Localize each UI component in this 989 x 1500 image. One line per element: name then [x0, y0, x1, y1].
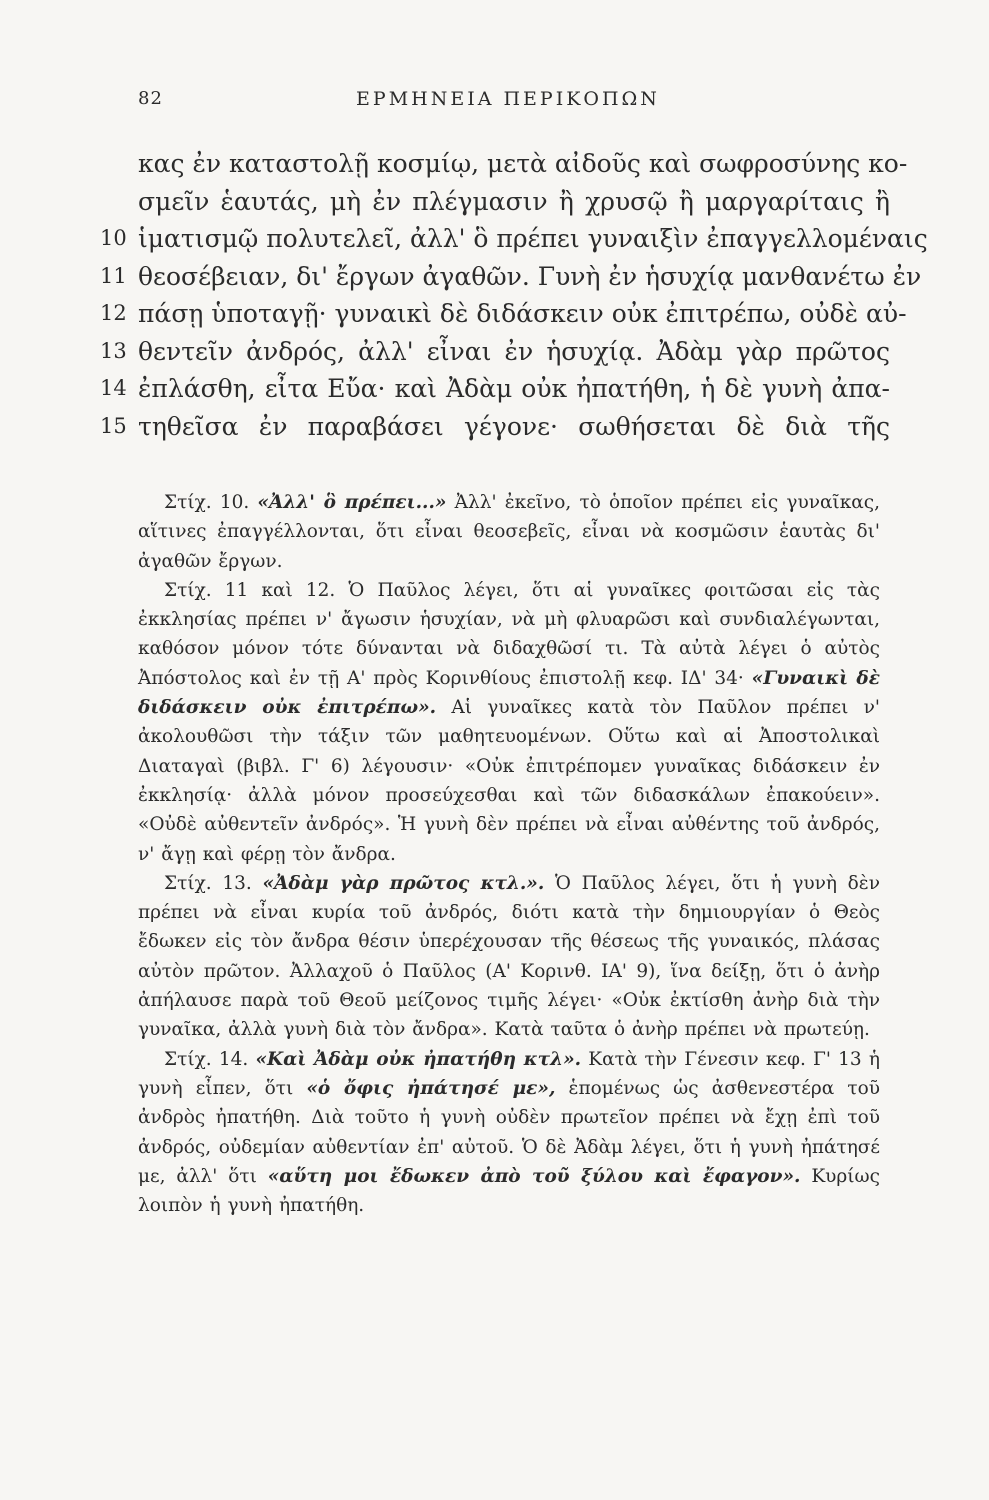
commentary-paragraph	[138, 488, 880, 576]
verse-reference: Στίχ. 14.	[164, 1048, 249, 1070]
commentary-text: Αἱ γυναῖκες κατὰ τὸν Παῦλον πρέπει ν' ἀκολουθῶσι τὴν τάξιν τῶν μαθητευομένων. Οὕτω καὶ αἱ Ἀποστολικαὶ Διαταγαὶ (βιβλ. Γ' 6) λέγουσιν· «Οὐκ ἐπιτρέπομεν γυναῖκας διδάσκειν ἐν ἐκκλησίᾳ· ἀλλὰ μόνον προσεύχεσθαι καὶ τῶν διδασκάλων ἐπακούειν». «Οὐδὲ αὐθεντεῖν ἀνδρός». Ἡ γυνὴ δὲν πρέπει νὰ εἶναι αὐθέντης τοῦ ἀνδρός, ν' ἄγῃ καὶ φέρῃ τὸν ἄνδρα.	[138, 697, 880, 865]
verse-line	[100, 333, 890, 371]
commentary-text: Στίχ. 11 καὶ 12. Ὁ Παῦλος λέγει, ὅτι αἱ γυναῖκες φοιτῶσαι εἰς τὰς ἐκκλησίας πρέπει ν' ἄγωσιν ἡσυχίαν, νὰ μὴ φλυαρῶσι καὶ συνδιαλέγωνται, καθόσον μόνον τότε δύνανται νὰ διδαχθῶσί τι. Τὰ αὐτὰ λέγει ὁ αὐτὸς Ἀπόστολος καὶ ἐν τῇ Α' πρὸς Κορινθίους ἐπιστολῇ κεφ. ΙΔ' 34·	[138, 579, 880, 689]
commentary-text: Κυρίως λοιπὸν ἡ γυνὴ ἠπατήθη.	[138, 1165, 880, 1217]
quoted-phrase: «Ἀλλ' ὃ πρέπει...»	[257, 492, 447, 513]
line-text: θεντεῖν ἀνδρός, ἀλλ' εἶναι ἐν ἡσυχίᾳ. Ἀδὰμ γὰρ πρῶτος	[138, 336, 890, 366]
verse-reference: Στίχ. 13.	[164, 872, 252, 894]
line-number: 10	[100, 226, 127, 250]
commentary-text: ἑπομένως ὡς ἀσθενεστέρα τοῦ ἀνδρὸς ἠπατήθη. Διὰ τοῦτο ἡ γυνὴ οὐδὲν πρωτεῖον πρέπει νὰ ἔχῃ ἐπὶ τοῦ ἀνδρός, οὐδεμίαν αὐθεντίαν ἐπ' αὐτοῦ. Ὁ δὲ Ἀδὰμ λέγει, ὅτι ἡ γυνὴ ἠπάτησέ με, ἀλλ' ὅτι	[138, 1077, 880, 1187]
verse-line	[100, 370, 890, 408]
commentary-text: Κατὰ τὴν Γένεσιν κεφ. Γ' 13 ἡ γυνὴ εἶπεν, ὅτι	[138, 1048, 880, 1099]
verse-line	[100, 145, 908, 183]
line-text: πάσῃ ὑποταγῇ· γυναικὶ δὲ διδάσκειν οὐκ ἐπιτρέπω, οὐδὲ αὐ-	[138, 299, 907, 328]
verse-line	[100, 258, 922, 296]
line-number: 15	[100, 413, 127, 438]
line-text: σμεῖν ἑαυτάς, μὴ ἐν πλέγμασιν ἢ χρυσῷ ἢ μαργαρίταις ἢ	[138, 186, 890, 216]
line-text: ἱματισμῷ πολυτελεῖ, ἀλλ' ὃ πρέπει γυναιξὶν ἐπαγγελλομέναις	[138, 224, 928, 253]
page-header	[138, 88, 878, 118]
line-number: 12	[100, 301, 127, 325]
verse-line	[100, 183, 890, 221]
line-text: κας ἐν καταστολῇ κοσμίῳ, μετὰ αἰδοῦς καὶ σωφροσύνης κο-	[138, 149, 908, 178]
quoted-phrase: «αὕτη μοι ἔδωκεν ἀπὸ τοῦ ξύλου καὶ ἔφαγον».	[267, 1165, 801, 1187]
scripture-text	[100, 145, 928, 445]
commentary-text: Ἀλλ' ἐκεῖνο, τὸ ὁποῖον πρέπει εἰς γυναῖκας, αἵτινες ἐπαγγέλλονται, ὅτι εἶναι θεοσεβεῖς, εἶναι νὰ κοσμῶσιν ἑαυτὰς δι' ἀγαθῶν ἔργων.	[138, 492, 880, 572]
commentary	[138, 488, 880, 1220]
page-number: 82	[138, 88, 163, 109]
line-number: 13	[100, 338, 127, 363]
commentary-paragraph	[138, 576, 880, 869]
verse-reference: Στίχ. 10.	[164, 492, 250, 513]
verse-line	[100, 408, 890, 446]
quoted-phrase: «Ἀδὰμ γὰρ πρῶτος κτλ.».	[262, 872, 545, 894]
line-text: θεοσέβειαν, δι' ἔργων ἀγαθῶν. Γυνὴ ἐν ἡσυχίᾳ μανθανέτω ἐν	[138, 261, 922, 291]
commentary-paragraph	[138, 1045, 880, 1221]
commentary-paragraph	[138, 869, 880, 1045]
verse-line	[100, 220, 928, 258]
line-text: τηθεῖσα ἐν παραβάσει γέγονε· σωθήσεται δὲ διὰ τῆς	[138, 411, 890, 441]
line-text: ἐπλάσθη, εἶτα Εὔα· καὶ Ἀδὰμ οὐκ ἠπατήθη, ἡ δὲ γυνὴ ἀπα-	[138, 374, 890, 403]
quoted-phrase: «Γυναικὶ δὲ διδάσκειν οὐκ ἐπιτρέπω».	[138, 667, 880, 719]
verse-line	[100, 295, 907, 333]
quoted-phrase: «Καὶ Ἀδὰμ οὐκ ἠπατήθη κτλ».	[255, 1048, 582, 1070]
quoted-phrase: «ὁ ὄφις ἠπάτησέ με»,	[306, 1077, 556, 1099]
commentary-text: Ὁ Παῦλος λέγει, ὅτι ἡ γυνὴ δὲν πρέπει νὰ εἶναι κυρία τοῦ ἀνδρός, διότι κατὰ τὴν δημιουργίαν ὁ Θεὸς ἔδωκεν εἰς τὸν ἄνδρα θέσιν ὑπερέχουσαν τῆς θέσεως τῆς γυναικός, πλάσας αὐτὸν πρῶτον. Ἀλλαχοῦ ὁ Παῦλος (Α' Κορινθ. ΙΑ' 9), ἵνα δείξῃ, ὅτι ὁ ἀνὴρ ἀπήλαυσε παρὰ τοῦ Θεοῦ μείζονος τιμῆς λέγει· «Οὐκ ἐκτίσθη ἀνὴρ διὰ τὴν γυναῖκα, ἀλλὰ γυνὴ διὰ τὸν ἄνδρα». Κατὰ ταῦτα ὁ ἀνὴρ πρέπει νὰ πρωτεύῃ.	[138, 872, 880, 1041]
line-number: 11	[100, 263, 127, 288]
running-title: ΕΡΜΗΝΕΙΑ ΠΕΡΙΚΟΠΩΝ	[356, 88, 660, 110]
line-number: 14	[100, 376, 127, 400]
